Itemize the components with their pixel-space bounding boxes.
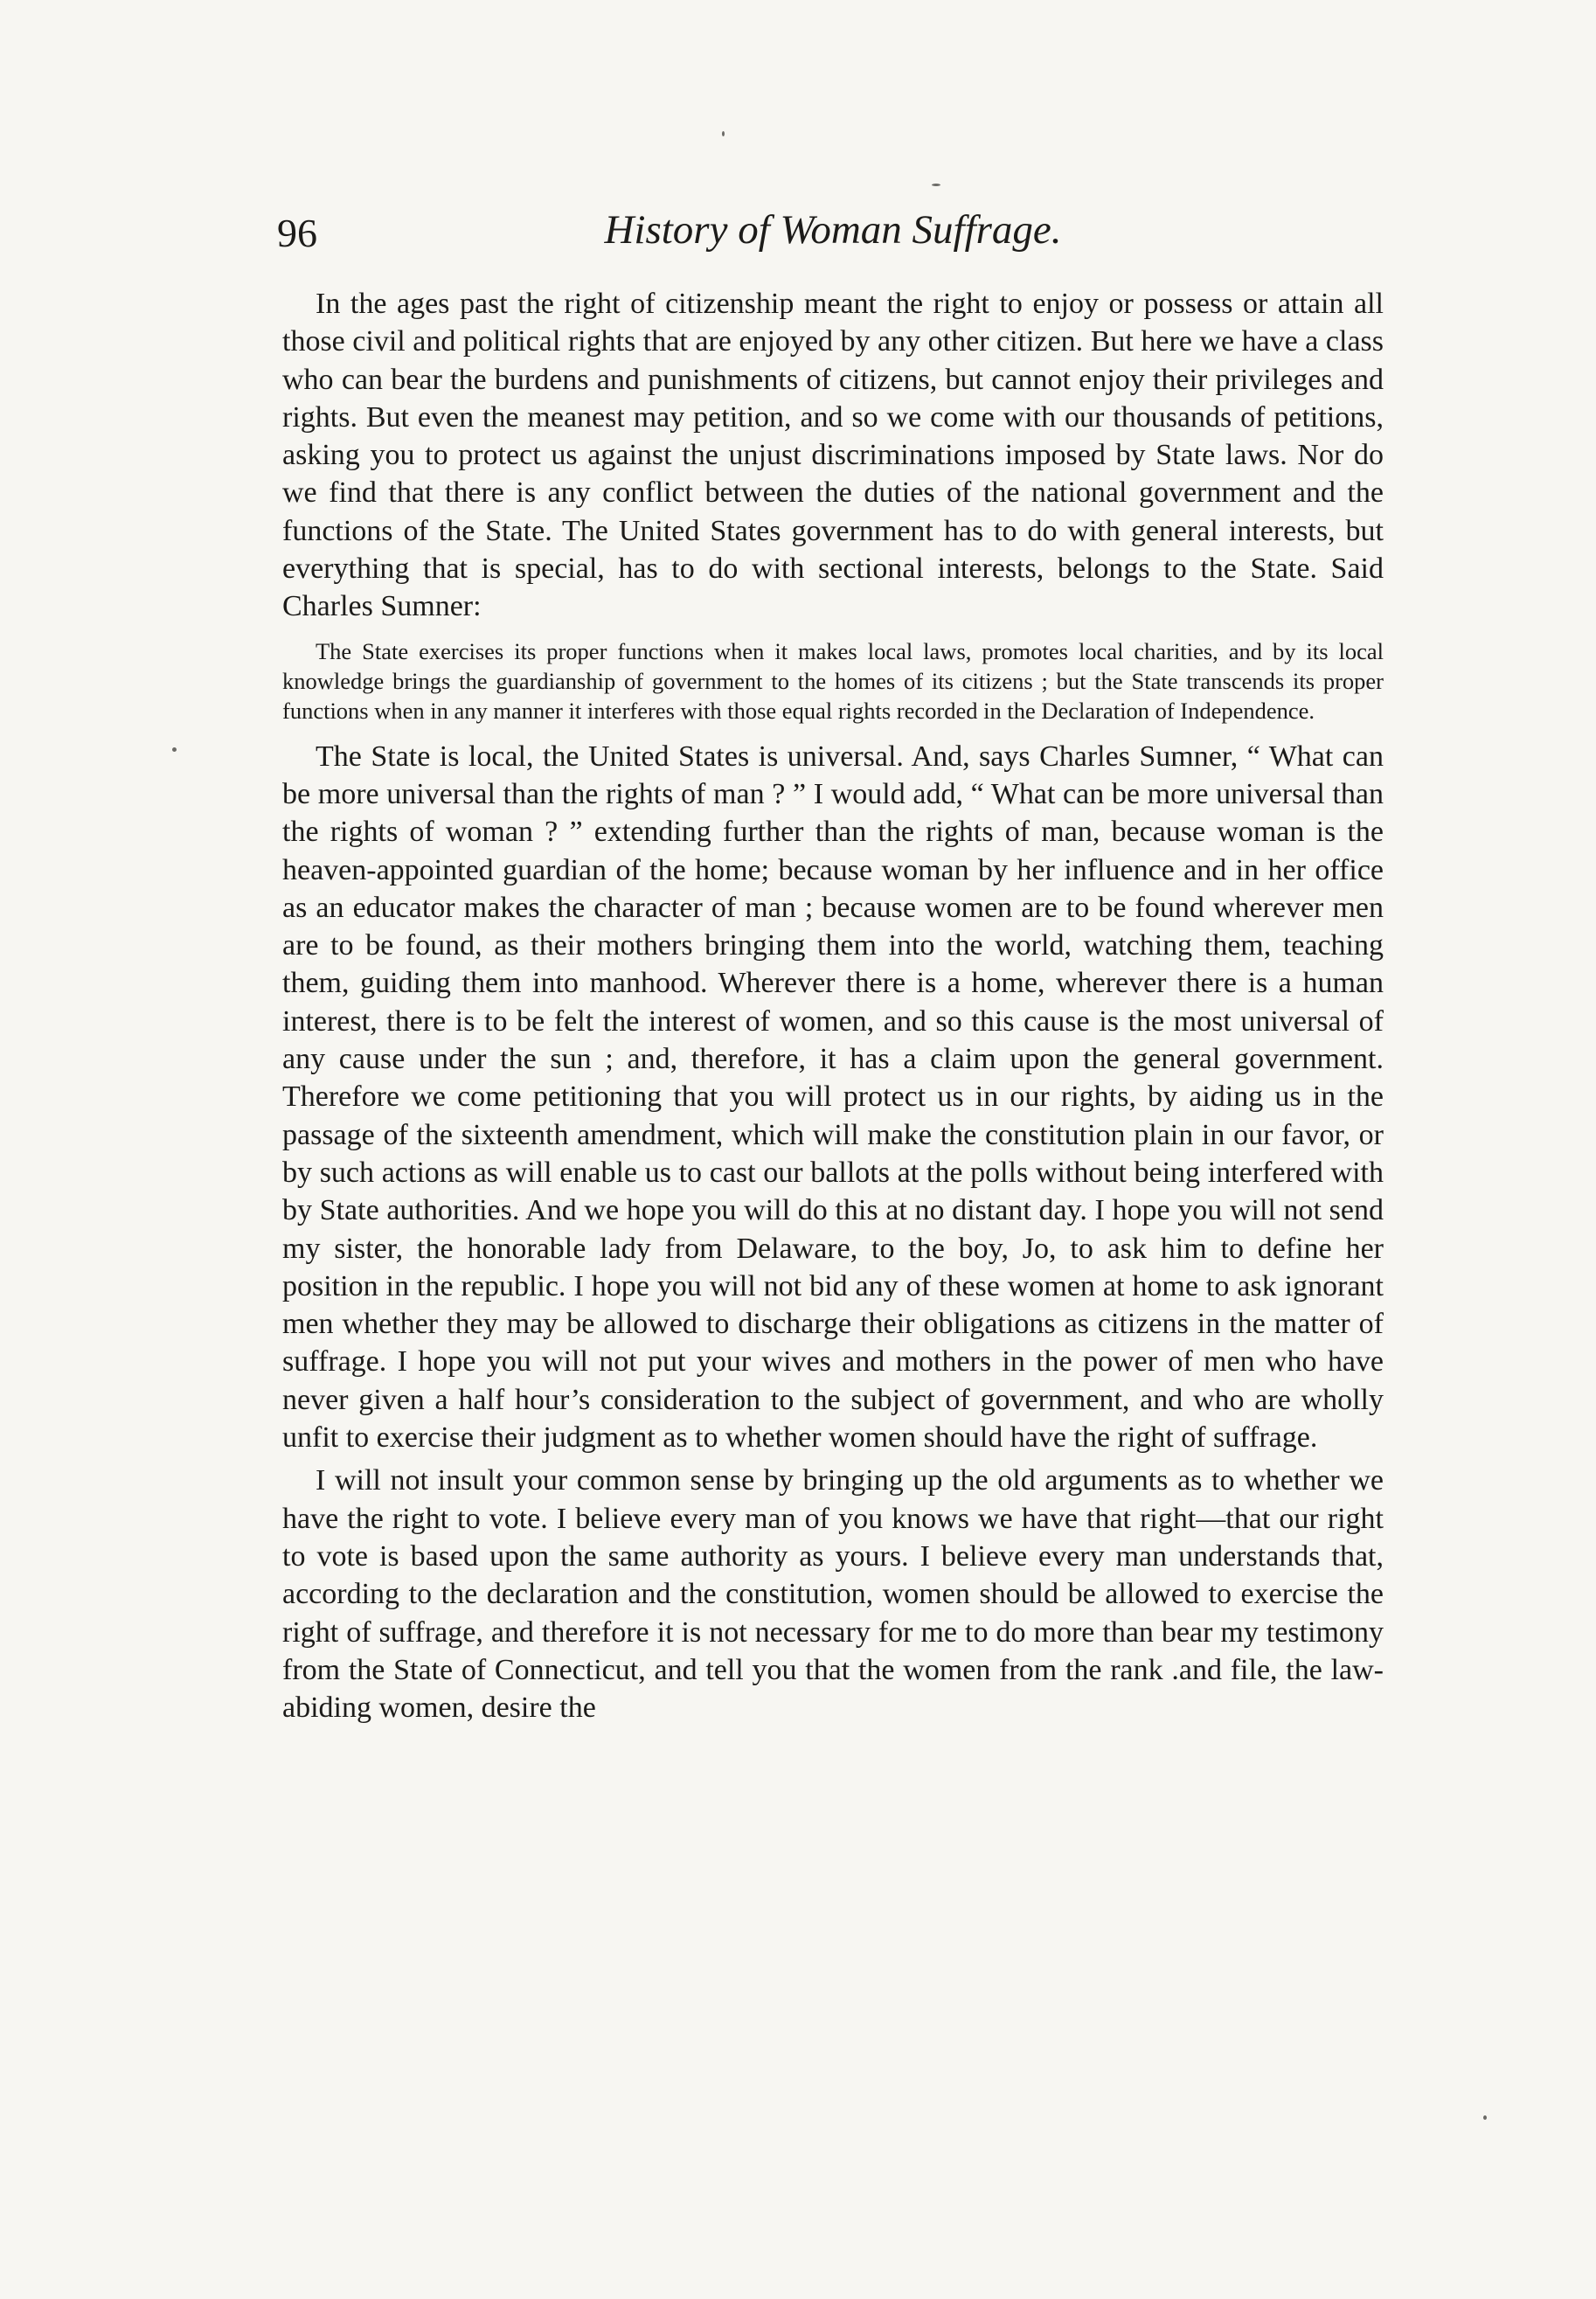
running-title: History of Woman Suffrage. <box>604 207 1062 253</box>
book-page <box>277 206 1384 1726</box>
paragraph-3: I will not insult your common sense by bringing up the old arguments as to whether we have the right to vote. I believe every man of you knows we have that right—that our right to vote is based upon the same authority as yours. I believe every man understands that, according to the declaration and the constitution, women should be allowed to exercise the right of suffrage, and therefore it is not necessary for me to do more than bear my testimony from the State of Connecticut, and tell you that the women from the rank .and file, the law-abiding women, desire the <box>282 1464 1384 1725</box>
page-number: 96 <box>277 211 317 255</box>
body-text <box>282 285 1384 1726</box>
sumner-quote <box>282 636 1384 726</box>
ink-speck <box>1483 2115 1487 2120</box>
ink-speck <box>932 184 940 186</box>
quote-text: The State exercises its proper functions when it makes local laws, promotes local charities, and by its local knowledge brings the guardianship of government to the homes of its citizens ; but the State transcends its proper functions when in any manner it interferes with those equal rights recorded in the Declaration of Independence. <box>282 637 1384 724</box>
ink-speck <box>172 747 177 752</box>
paragraph-1: In the ages past the right of citizenship meant the right to enjoy or possess or attain all those civil and political rights that are enjoyed by any other citizen. But here we have a class who can bear the burdens and punishments of citizens, but cannot enjoy their privileges and rights. But even the meanest may petition, and so we come with our thousands of petitions, asking you to protect us against the unjust discriminations imposed by State laws. Nor do we find that there is any conflict between the duties of the national government and the functions of the State. The United States government has to do with general interests, but everything that is special, has to do with sectional interests, belongs to the State. Said Charles Sumner: <box>282 288 1384 623</box>
ink-speck <box>722 131 725 136</box>
page-header <box>277 206 1384 266</box>
paragraph-2: The State is local, the United States is universal. And, says Charles Sumner, “ What can be more universal than the rights of man ? ” I would add, “ What can be more universal than the rights of woman ? ” extending further than the rights of man, because woman is the heaven-appointed guardian of the home; because woman by her influence and in her office as an educator makes the character of man ; because women are to be found wherever men are to be found, as their mothers bringing them into the world, watching them, teaching them, guiding them into manhood. Wherever there is a home, wherever there is a human interest, there is to be felt the interest of women, and so this cause is the most universal of any cause under the sun ; and, therefore, it has a claim upon the general government. Therefore we come petitioning that you will protect us in our rights, by aiding us in the passage of the sixteenth amendment, which will make the constitution plain in our favor, or by such actions as will enable us to cast our ballots at the polls without being interfered with by State authorities. And we hope you will do this at no distant day. I hope you will not send my sister, the honorable lady from Delaware, to the boy, Jo, to ask him to define her position in the republic. I hope you will not bid any of these women at home to ask ignorant men whether they may be allowed to discharge their obligations as citizens in the matter of suffrage. I hope you will not put your wives and mothers in the power of men who have never given a half hour’s consideration to the subject of government, and who are wholly unfit to exercise their judgment as to whether women should have the right of suffrage. <box>282 740 1384 1455</box>
